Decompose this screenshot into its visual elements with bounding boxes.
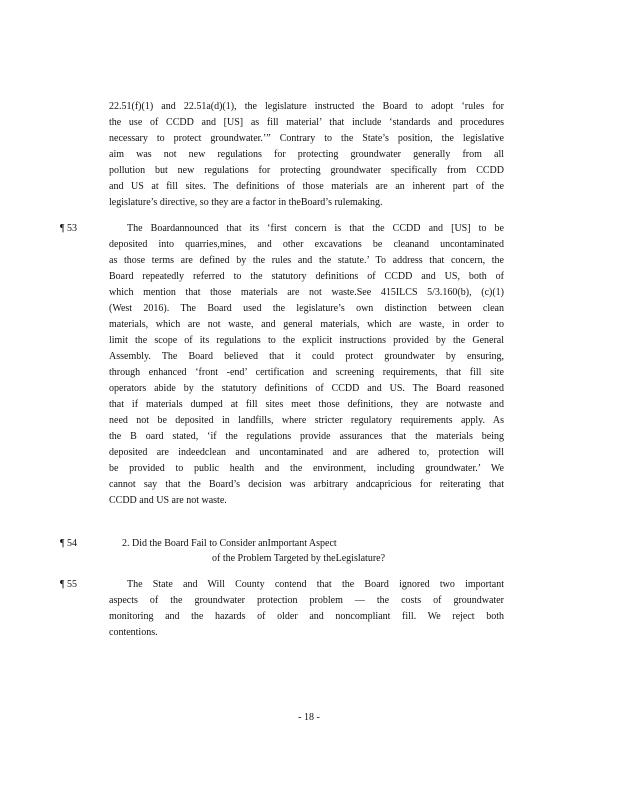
- text-line: Board repeatedly referred to the statutory definitions of CCDD and US, both of: [109, 271, 504, 282]
- text-line: deposited into quarries,mines, and other excavations be cleanand uncontaminated: [109, 239, 504, 250]
- text-line: Assembly. The Board believed that it could protect groundwater by ensuring,: [109, 351, 504, 362]
- text-line: that if materials dumped at fill sites meet those definitions, they are notwaste and: [109, 399, 504, 410]
- text-line: cannot say that the Board’s decision was arbitrary andcapricious for reiterating that: [109, 479, 504, 490]
- paragraph-number: ¶ 55: [60, 579, 78, 590]
- text-line: through enhanced ‘front -end’ certification and screening requirements, that fill site: [109, 367, 504, 378]
- section-heading-continuation: of the Problem Targeted by theLegislature?: [212, 553, 386, 564]
- page-number: - 18 -: [298, 712, 320, 723]
- text-line: and US at fill sites. The definitions of those materials are an inherent part of the: [109, 181, 504, 192]
- paragraph-number: ¶ 53: [60, 223, 78, 234]
- text-line: pollution but new regulations for protecting groundwater specifically from CCDD: [109, 165, 504, 176]
- paragraph-number: ¶ 54: [60, 538, 78, 549]
- text-line: need not be deposited in landfills, where stricter regulatory requirements apply. As: [109, 415, 504, 426]
- text-line: necessary to protect groundwater.’” Contrary to the State’s position, the legislative: [109, 133, 504, 144]
- text-line: limit the scope of its regulations to the explicit instructions provided by the General: [109, 335, 504, 346]
- text-line: contentions.: [109, 627, 158, 638]
- text-line: aspects of the groundwater protection problem — the costs of groundwater: [109, 595, 504, 606]
- text-line: be provided to public health and the environment, including groundwater.’ We: [109, 463, 504, 474]
- text-line: The State and Will County contend that the Board ignored two important: [127, 579, 504, 590]
- text-line: materials, which are not waste, and general materials, which are waste, in order to: [109, 319, 504, 330]
- text-line: deposited are indeedclean and uncontaminated and are adhered to, protection will: [109, 447, 504, 458]
- text-line: the B oard stated, ‘if the regulations provide assurances that the materials being: [109, 431, 504, 442]
- text-line: aim was not new regulations for protecting groundwater generally from all: [109, 149, 504, 160]
- text-line: 22.51(f)(1) and 22.51a(d)(1), the legislature instructed the Board to adopt ‘rules for: [109, 101, 504, 112]
- text-line: operators abide by the statutory definitions of CCDD and US. The Board reasoned: [109, 383, 504, 394]
- section-heading: 2. Did the Board Fail to Consider anImportant Aspect: [122, 538, 337, 549]
- text-line: monitoring and the hazards of older and noncompliant fill. We reject both: [109, 611, 504, 622]
- text-line: the use of CCDD and [US] as fill material’ that include ‘standards and procedures: [109, 117, 504, 128]
- text-line: legislature’s directive, so they are a factor in theBoard’s rulemaking.: [109, 197, 383, 208]
- text-line: (West 2016). The Board used the legislature’s own distinction between clean: [109, 303, 504, 314]
- text-line: which mention that those materials are not waste.See 415ILCS 5/3.160(b), (c)(1): [109, 287, 504, 298]
- text-line: as those terms are defined by the rules and the statute.’ To address that concern, the: [109, 255, 504, 266]
- text-line: CCDD and US are not waste.: [109, 495, 227, 506]
- text-line: The Boardannounced that its ‘first concern is that the CCDD and [US] to be: [127, 223, 504, 234]
